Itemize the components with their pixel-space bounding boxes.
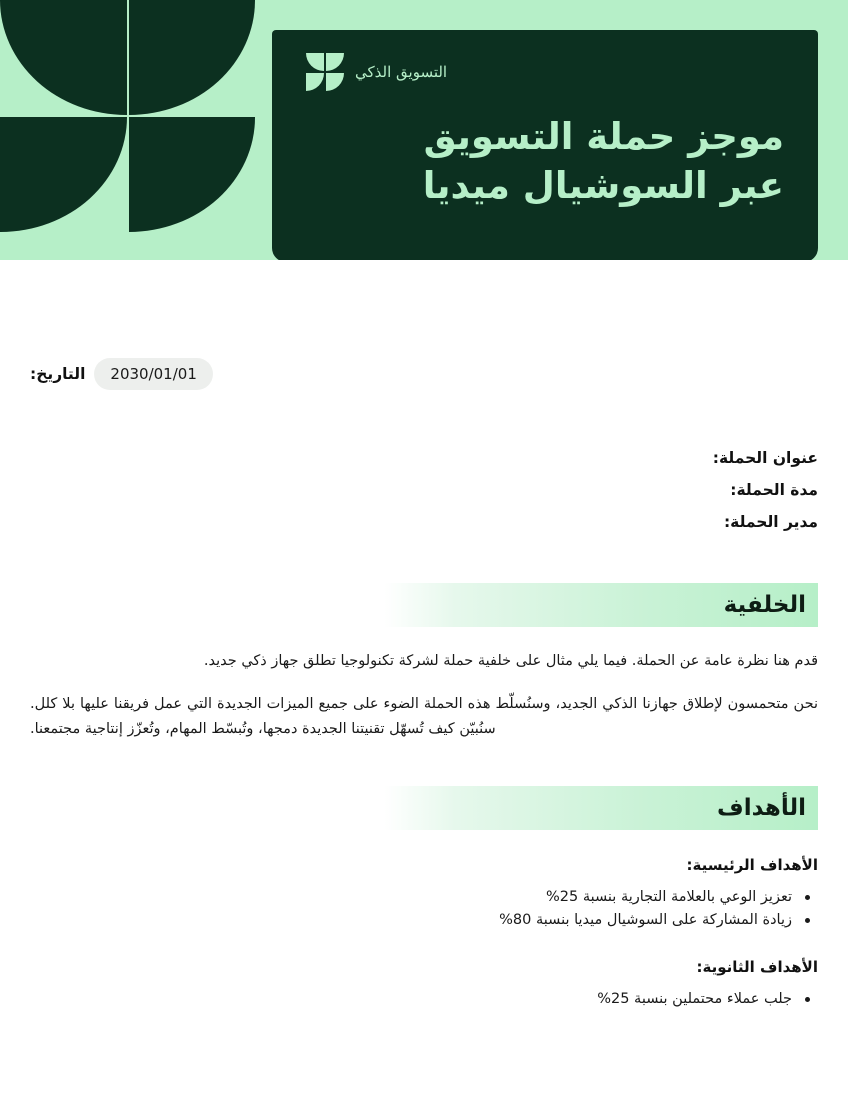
campaign-fields	[30, 442, 818, 539]
date-value-field[interactable]: 2030/01/01	[94, 358, 212, 390]
logo-quarter-top-left	[326, 53, 344, 71]
date-row	[30, 358, 818, 390]
deco-quarter-top-left	[129, 0, 256, 115]
page-title-line-2: عبر السوشيال ميديا	[422, 164, 784, 208]
section-header-objectives	[30, 786, 818, 830]
background-paragraph-1: قدم هنا نظرة عامة عن الحملة. فيما يلي مثال على خلفية حملة لشركة تكنولوجيا تطلق جهاز ذكي جديد.	[203, 652, 818, 669]
document-body	[0, 358, 848, 1012]
section-title: الأهداف	[717, 794, 806, 821]
deco-quarter-bottom-right	[0, 117, 127, 232]
deco-quarter-bottom-left	[129, 117, 256, 232]
secondary-objectives-list	[30, 988, 818, 1011]
page-title	[306, 112, 784, 210]
meta-block	[30, 358, 818, 390]
list-item: تعزيز الوعي بالعلامة التجارية بنسبة 25%	[30, 886, 818, 909]
page-title-line-1: موجز حملة التسويق	[423, 115, 784, 158]
field-campaign-manager[interactable]: مدير الحملة:	[723, 513, 818, 532]
document-header	[0, 0, 848, 260]
section-title: الخلفية	[723, 591, 806, 618]
background-paragraph-2: نحن متحمسون لإطلاق جهازنا الذكي الجديد، وسنُسلّط هذه الحملة الضوء على جميع الميزات الجديدة التي عمل فريقنا عليها بلا كلل. سنُبيّن كيف تُسهّل تقنيتنا الجديدة دمجها، وتُبسّط المهام، وتُعزّز إنتاجية مجتمعنا.	[30, 695, 818, 737]
quarter-circle-grid-logo-icon	[306, 53, 344, 91]
primary-objectives-label: الأهداف الرئيسية:	[686, 855, 818, 874]
secondary-objectives-label: الأهداف الثانوية:	[696, 958, 818, 977]
brand-name: التسويق الذكي	[355, 63, 448, 81]
field-campaign-duration[interactable]: مدة الحملة:	[730, 481, 818, 500]
date-label: التاريخ:	[30, 365, 86, 383]
logo-quarter-bottom-right	[306, 73, 324, 91]
title-card	[272, 30, 818, 260]
brand-lockup	[306, 52, 784, 92]
decorative-quarter-circle-pattern	[0, 0, 255, 232]
primary-objectives-list	[30, 886, 818, 933]
deco-quarter-top-right	[0, 0, 127, 115]
list-item: جلب عملاء محتملين بنسبة 25%	[30, 988, 818, 1011]
section-header-background	[30, 583, 818, 627]
logo-quarter-top-right	[306, 53, 324, 71]
list-item: زيادة المشاركة على السوشيال ميديا بنسبة 80%	[30, 909, 818, 932]
logo-quarter-bottom-left	[326, 73, 344, 91]
field-campaign-title[interactable]: عنوان الحملة:	[712, 449, 818, 467]
